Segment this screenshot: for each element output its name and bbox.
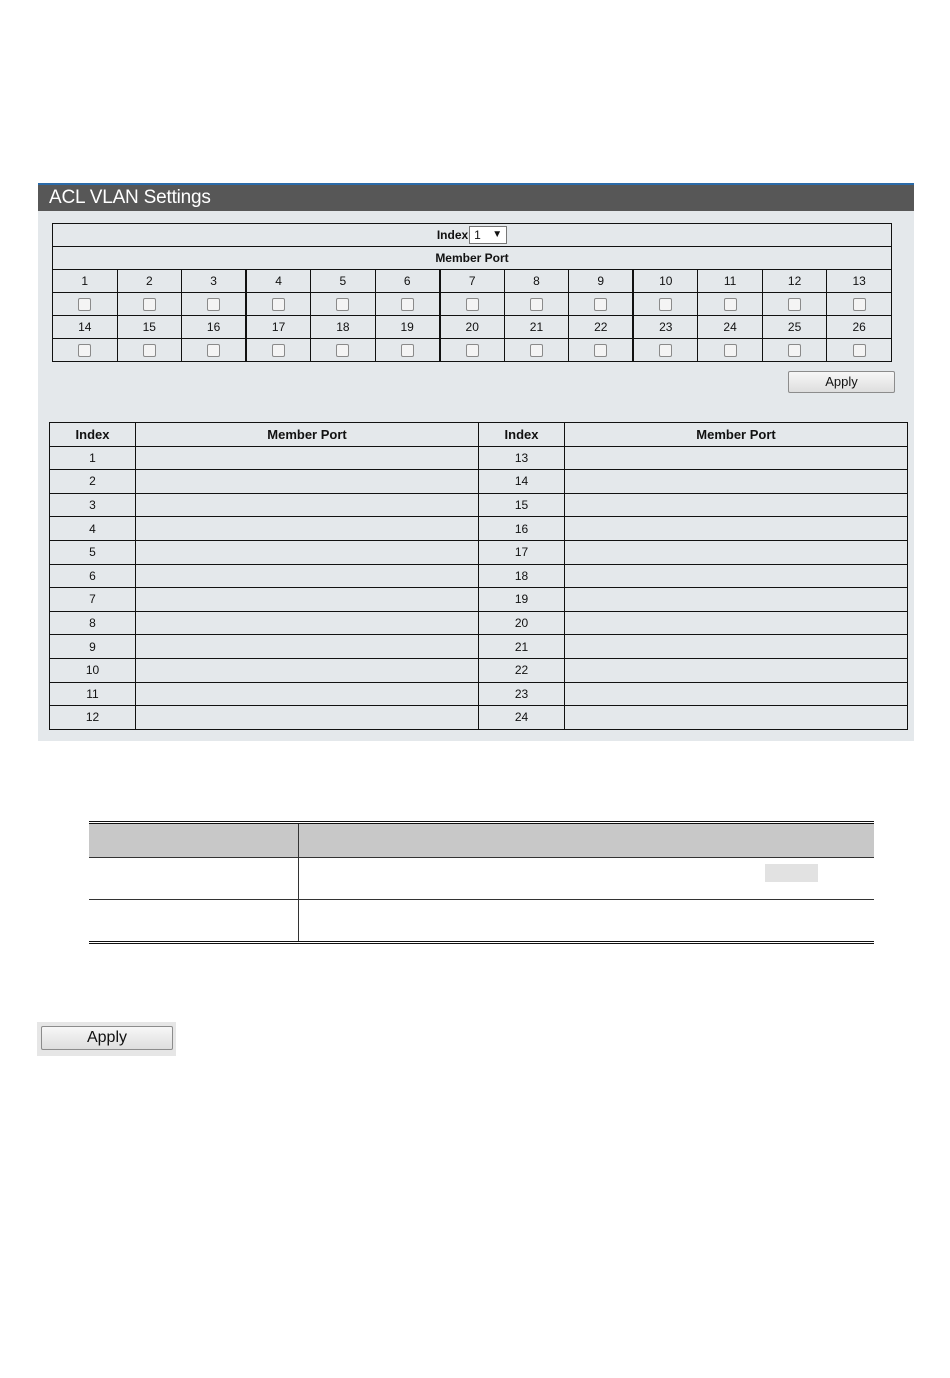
port-number: 14 [53, 316, 118, 339]
port-number: 3 [182, 270, 247, 293]
index-cell: 20 [479, 611, 565, 635]
col-header-index: Index [479, 423, 565, 447]
port-number: 12 [762, 270, 827, 293]
port-number: 20 [440, 316, 505, 339]
table-row [50, 706, 908, 730]
member-port-cell [136, 446, 479, 470]
port-number: 17 [246, 316, 311, 339]
table-row [50, 658, 908, 682]
port-number: 19 [375, 316, 440, 339]
member-port-cell [565, 658, 908, 682]
port-23-checkbox[interactable] [659, 344, 672, 357]
member-port-cell [136, 470, 479, 494]
member-port-cell [565, 588, 908, 612]
port-checkbox-cell [762, 293, 827, 316]
port-checkbox-cell [569, 339, 634, 362]
index-cell: 2 [50, 470, 136, 494]
member-port-cell [136, 682, 479, 706]
port-checkbox-cell [311, 293, 376, 316]
port-2-checkbox[interactable] [143, 298, 156, 311]
port-9-checkbox[interactable] [594, 298, 607, 311]
description-table [89, 821, 874, 944]
table-row [50, 564, 908, 588]
index-cell: 11 [50, 682, 136, 706]
port-checkbox-cell [53, 339, 118, 362]
member-port-heading: Member Port [53, 247, 892, 270]
port-5-checkbox[interactable] [336, 298, 349, 311]
port-6-checkbox[interactable] [401, 298, 414, 311]
port-label-row [53, 316, 892, 339]
member-port-cell [136, 635, 479, 659]
port-number: 1 [53, 270, 118, 293]
port-14-checkbox[interactable] [78, 344, 91, 357]
table-row [50, 517, 908, 541]
port-number: 10 [633, 270, 698, 293]
description-cell [299, 900, 874, 941]
port-number: 6 [375, 270, 440, 293]
port-checkbox-cell [375, 293, 440, 316]
dropdown-arrow-icon: ▼ [492, 229, 503, 240]
index-cell: 17 [479, 540, 565, 564]
port-15-checkbox[interactable] [143, 344, 156, 357]
port-4-checkbox[interactable] [272, 298, 285, 311]
port-checkbox-cell [311, 339, 376, 362]
member-port-cell [136, 493, 479, 517]
description-cell [89, 900, 299, 941]
port-number: 2 [117, 270, 182, 293]
port-checkbox-cell [698, 293, 763, 316]
port-number: 5 [311, 270, 376, 293]
apply-button-frame [37, 1022, 176, 1056]
port-checkbox-cell [827, 293, 892, 316]
index-cell: 8 [50, 611, 136, 635]
port-20-checkbox[interactable] [466, 344, 479, 357]
index-cell: 1 [50, 446, 136, 470]
port-12-checkbox[interactable] [788, 298, 801, 311]
port-number: 11 [698, 270, 763, 293]
table-row [50, 446, 908, 470]
port-18-checkbox[interactable] [336, 344, 349, 357]
index-select[interactable] [469, 226, 507, 244]
member-port-cell [136, 564, 479, 588]
port-19-checkbox[interactable] [401, 344, 414, 357]
port-number: 4 [246, 270, 311, 293]
member-port-cell [565, 682, 908, 706]
description-header-cell [299, 824, 874, 857]
index-cell: 12 [50, 706, 136, 730]
member-port-cell [565, 706, 908, 730]
table-row [50, 588, 908, 612]
col-header-member-port: Member Port [136, 423, 479, 447]
port-checkbox-cell [53, 293, 118, 316]
port-checkbox-cell [440, 339, 505, 362]
index-cell: 24 [479, 706, 565, 730]
member-port-cell [565, 540, 908, 564]
member-port-form [52, 223, 892, 362]
table-row [50, 682, 908, 706]
description-cell [89, 858, 299, 899]
table-row [50, 611, 908, 635]
index-cell: 9 [50, 635, 136, 659]
index-cell: 19 [479, 588, 565, 612]
index-cell: 22 [479, 658, 565, 682]
list-header-row [50, 423, 908, 447]
index-cell: 10 [50, 658, 136, 682]
port-number: 16 [182, 316, 247, 339]
port-8-checkbox[interactable] [530, 298, 543, 311]
index-cell: 23 [479, 682, 565, 706]
port-checkbox-cell [504, 293, 569, 316]
member-port-cell [565, 470, 908, 494]
index-cell: 14 [479, 470, 565, 494]
acl-vlan-settings-panel [38, 183, 914, 741]
member-port-cell [136, 611, 479, 635]
port-number: 13 [827, 270, 892, 293]
table-row [50, 470, 908, 494]
member-port-cell [565, 611, 908, 635]
port-checkbox-cell [633, 339, 698, 362]
member-port-cell [565, 493, 908, 517]
member-port-cell [565, 635, 908, 659]
table-row [50, 493, 908, 517]
acl-vlan-list-table [49, 422, 908, 730]
port-number: 23 [633, 316, 698, 339]
index-cell: 4 [50, 517, 136, 541]
port-checkbox-cell [182, 293, 247, 316]
port-25-checkbox[interactable] [788, 344, 801, 357]
port-11-checkbox[interactable] [724, 298, 737, 311]
port-checkbox-cell [117, 339, 182, 362]
apply-button[interactable]: Apply [788, 371, 895, 393]
apply-button[interactable]: Apply [41, 1026, 173, 1050]
port-16-checkbox[interactable] [207, 344, 220, 357]
index-cell: 13 [479, 446, 565, 470]
index-select-value: 1 [474, 228, 481, 242]
description-header-cell [89, 824, 299, 857]
port-number: 8 [504, 270, 569, 293]
port-checkbox-cell [246, 339, 311, 362]
port-checkbox-cell [246, 293, 311, 316]
description-header-row [89, 824, 874, 858]
port-number: 15 [117, 316, 182, 339]
port-checkbox-cell [117, 293, 182, 316]
port-1-checkbox[interactable] [78, 298, 91, 311]
index-cell: 5 [50, 540, 136, 564]
index-row [53, 224, 892, 247]
port-checkbox-cell [569, 293, 634, 316]
port-number: 21 [504, 316, 569, 339]
port-number: 22 [569, 316, 634, 339]
port-checkbox-cell [182, 339, 247, 362]
index-label: Index [436, 228, 469, 242]
port-number: 25 [762, 316, 827, 339]
port-number: 26 [827, 316, 892, 339]
table-row [50, 635, 908, 659]
index-cell: 3 [50, 493, 136, 517]
member-port-cell [565, 517, 908, 541]
port-checkbox-cell [827, 339, 892, 362]
port-checkbox-cell [440, 293, 505, 316]
col-header-member-port: Member Port [565, 423, 908, 447]
port-7-checkbox[interactable] [466, 298, 479, 311]
member-port-cell [136, 706, 479, 730]
port-22-checkbox[interactable] [594, 344, 607, 357]
port-24-checkbox[interactable] [724, 344, 737, 357]
port-13-checkbox[interactable] [853, 298, 866, 311]
port-checkbox-row [53, 293, 892, 316]
port-21-checkbox[interactable] [530, 344, 543, 357]
index-cell: 15 [479, 493, 565, 517]
member-port-cell [136, 540, 479, 564]
table-row [50, 540, 908, 564]
index-cell: 7 [50, 588, 136, 612]
member-port-cell [565, 564, 908, 588]
inline-button-image [765, 864, 818, 882]
index-cell: 18 [479, 564, 565, 588]
port-number: 9 [569, 270, 634, 293]
port-checkbox-cell [375, 339, 440, 362]
index-cell: 6 [50, 564, 136, 588]
member-port-cell [565, 446, 908, 470]
port-checkbox-cell [504, 339, 569, 362]
member-port-cell [136, 517, 479, 541]
port-number: 18 [311, 316, 376, 339]
index-cell: 21 [479, 635, 565, 659]
port-checkbox-row [53, 339, 892, 362]
port-26-checkbox[interactable] [853, 344, 866, 357]
member-port-cell [136, 658, 479, 682]
port-number: 7 [440, 270, 505, 293]
port-checkbox-cell [633, 293, 698, 316]
port-10-checkbox[interactable] [659, 298, 672, 311]
panel-title: ACL VLAN Settings [38, 183, 914, 211]
port-checkbox-cell [762, 339, 827, 362]
port-checkbox-cell [698, 339, 763, 362]
description-row [89, 900, 874, 944]
col-header-index: Index [50, 423, 136, 447]
port-label-row [53, 270, 892, 293]
port-number: 24 [698, 316, 763, 339]
port-3-checkbox[interactable] [207, 298, 220, 311]
member-port-cell [136, 588, 479, 612]
description-row [89, 858, 874, 900]
port-17-checkbox[interactable] [272, 344, 285, 357]
index-cell: 16 [479, 517, 565, 541]
